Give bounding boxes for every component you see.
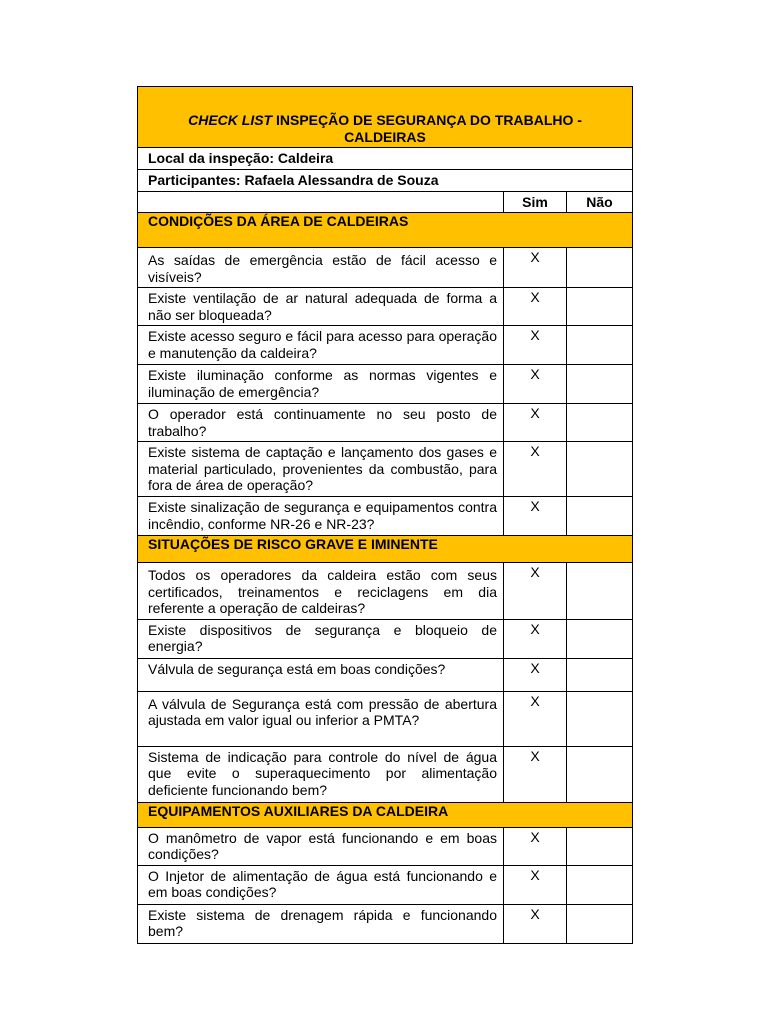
nao-mark (567, 904, 633, 943)
checklist-title (138, 87, 633, 148)
nao-mark (567, 658, 633, 691)
nao-mark (567, 746, 633, 802)
sim-mark: X (504, 326, 567, 365)
section-title: SITUAÇÕES DE RISCO GRAVE E IMINENTE (138, 536, 633, 563)
nao-mark (567, 563, 633, 620)
nao-mark (567, 497, 633, 536)
checklist-body (138, 213, 633, 944)
nao-mark (567, 288, 633, 326)
header-blank-cell (138, 192, 504, 213)
title-line2: CALDEIRAS (344, 128, 426, 145)
checklist-item-row (138, 619, 633, 658)
checklist-item-row (138, 497, 633, 536)
section-title: CONDIÇÕES DA ÁREA DE CALDEIRAS (138, 213, 633, 248)
question-text: Sistema de indicação para controle do nível de água que evite o superaquecimento por alimentação deficiente funcionando bem? (138, 746, 504, 802)
sim-mark: X (504, 497, 567, 536)
column-nao: Não (567, 192, 633, 213)
checklist-item-row (138, 865, 633, 904)
checklist-item-row (138, 288, 633, 326)
question-text: As saídas de emergência estão de fácil acesso e visíveis? (138, 248, 504, 288)
nao-mark (567, 326, 633, 365)
title-row (138, 87, 633, 148)
question-text: Existe sinalização de segurança e equipamentos contra incêndio, conforme NR-26 e NR-23? (138, 497, 504, 536)
question-text: Válvula de segurança está em boas condições? (138, 658, 504, 691)
nao-mark (567, 619, 633, 658)
sim-mark: X (504, 746, 567, 802)
sim-mark: X (504, 248, 567, 288)
checklist-item-row (138, 442, 633, 497)
column-header-row (138, 192, 633, 213)
participantes-row (138, 170, 633, 192)
nao-mark (567, 691, 633, 746)
section-title: EQUIPAMENTOS AUXILIARES DA CALDEIRA (138, 802, 633, 827)
checklist-item-row (138, 658, 633, 691)
sim-mark: X (504, 288, 567, 326)
title-line1: INSPEÇÃO DE SEGURANÇA DO TRABALHO - (272, 112, 582, 128)
sim-mark: X (504, 563, 567, 620)
sim-mark: X (504, 442, 567, 497)
local-inspecao: Local da inspeção: Caldeira (138, 148, 633, 170)
checklist-item-row (138, 904, 633, 943)
local-row (138, 148, 633, 170)
section-row (138, 213, 633, 248)
question-text: A válvula de Segurança está com pressão de abertura ajustada em valor igual ou inferior a PMTA? (138, 691, 504, 746)
checklist-item-row (138, 563, 633, 620)
section-row (138, 802, 633, 827)
title-italic: CHECK LIST (188, 112, 273, 128)
nao-mark (567, 865, 633, 904)
column-sim: Sim (504, 192, 567, 213)
question-text: O Injetor de alimentação de água está funcionando e em boas condições? (138, 865, 504, 904)
nao-mark (567, 442, 633, 497)
question-text: Existe dispositivos de segurança e bloqueio de energia? (138, 619, 504, 658)
sim-mark: X (504, 619, 567, 658)
checklist-item-row (138, 746, 633, 802)
sim-mark: X (504, 658, 567, 691)
nao-mark (567, 827, 633, 865)
checklist-item-row (138, 404, 633, 442)
checklist-item-row (138, 827, 633, 865)
sim-mark: X (504, 365, 567, 404)
question-text: Existe acesso seguro e fácil para acesso para operação e manutenção da caldeira? (138, 326, 504, 365)
sim-mark: X (504, 404, 567, 442)
checklist-item-row (138, 365, 633, 404)
sim-mark: X (504, 691, 567, 746)
question-text: Existe ventilação de ar natural adequada de forma a não ser bloqueada? (138, 288, 504, 326)
section-row (138, 536, 633, 563)
question-text: Todos os operadores da caldeira estão com seus certificados, treinamentos e reciclagens em dia referente a operação de caldeiras? (138, 563, 504, 620)
checklist-item-row (138, 691, 633, 746)
question-text: O manômetro de vapor está funcionando e em boas condições? (138, 827, 504, 865)
checklist-item-row (138, 248, 633, 288)
checklist-item-row (138, 326, 633, 365)
nao-mark (567, 248, 633, 288)
nao-mark (567, 365, 633, 404)
sim-mark: X (504, 865, 567, 904)
participantes: Participantes: Rafaela Alessandra de Souza (138, 170, 633, 192)
question-text: Existe sistema de captação e lançamento dos gases e material particulado, provenientes da combustão, para fora de área de operação? (138, 442, 504, 497)
question-text: Existe iluminação conforme as normas vigentes e iluminação de emergência? (138, 365, 504, 404)
sim-mark: X (504, 827, 567, 865)
nao-mark (567, 404, 633, 442)
question-text: O operador está continuamente no seu posto de trabalho? (138, 404, 504, 442)
question-text: Existe sistema de drenagem rápida e funcionando bem? (138, 904, 504, 943)
checklist-table (137, 86, 633, 944)
sim-mark: X (504, 904, 567, 943)
